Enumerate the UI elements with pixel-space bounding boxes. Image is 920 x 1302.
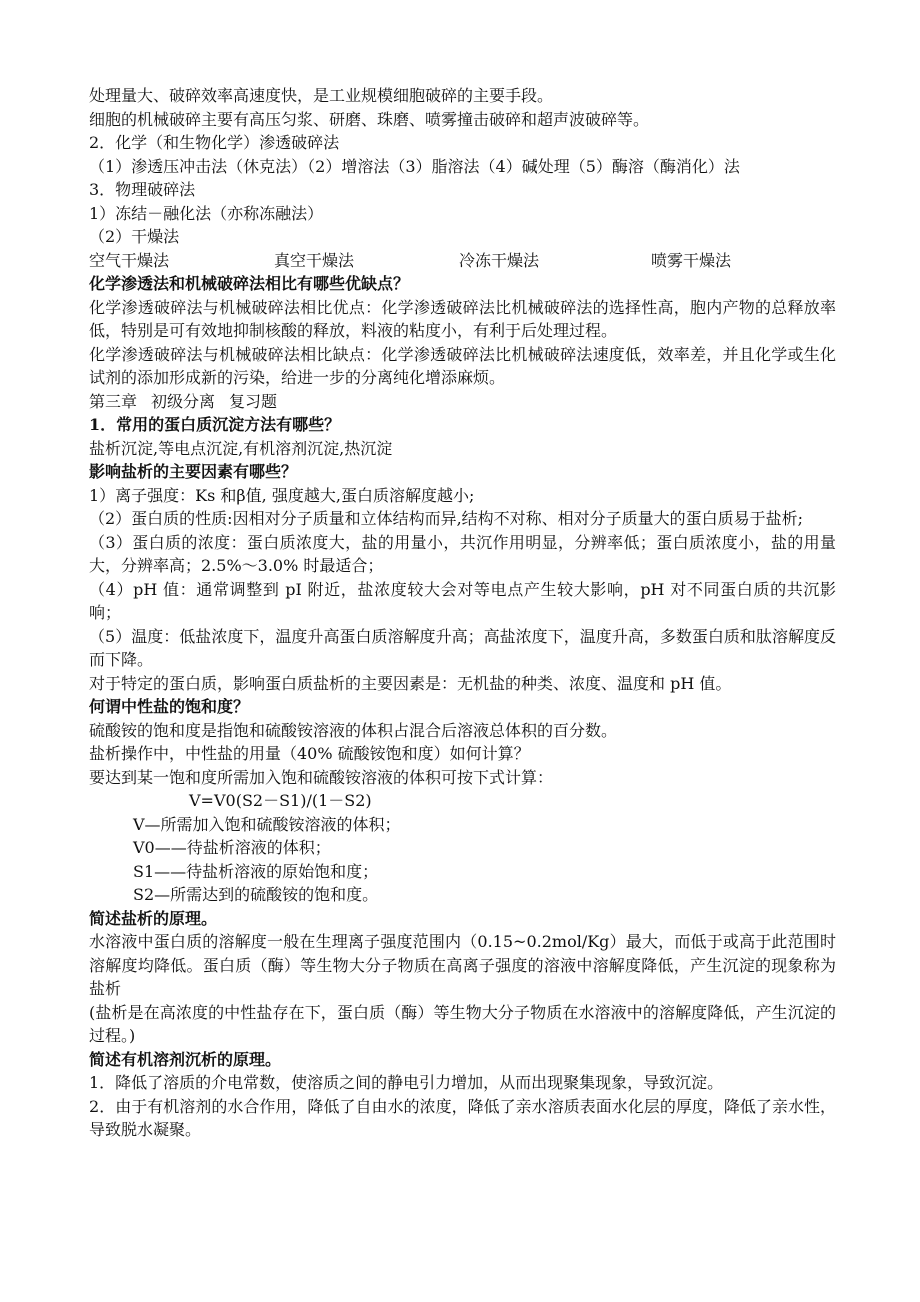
text-line: 1）冻结－融化法（亦称冻融法） [89,203,324,223]
question-heading: 1．常用的蛋白质沉淀方法有哪些？ [89,415,341,434]
text-line: （1）渗透压冲击法（休克法）（2）增溶法（3）脂溶法（4）碱处理（5）酶溶（酶消化）法 [89,156,740,176]
formula-legend: V0——待盐析溶液的体积； [133,838,331,857]
text-line: （2）干燥法 [89,227,180,246]
section-heading: 3．物理破碎法 [89,180,196,199]
text-line: 细胞的机械破碎主要有高压匀浆、研磨、珠磨、喷雾撞击破碎和超声波破碎等。 [89,109,650,129]
text-line: 盐析沉淀,等电点沉淀,有机溶剂沉淀,热沉淀 [89,438,393,458]
text-line: 盐析操作中，中性盐的用量（40% 硫酸铵饱和度）如何计算？ [89,744,530,763]
question-heading: 简述盐析的原理。 [89,908,218,928]
dry-method: 真空干燥法 [274,250,355,270]
question-heading: 影响盐析的主要因素有哪些？ [89,462,298,481]
question-heading: 化学渗透法和机械破碎法相比有哪些优缺点？ [89,274,410,293]
dry-method: 喷雾干燥法 [651,250,732,270]
formula-legend: S1——待盐析溶液的原始饱和度； [133,861,379,881]
question-heading: 何谓中性盐的饱和度？ [89,697,250,716]
dry-methods-row [89,249,836,273]
text-line: 要达到某一饱和度所需加入饱和硫酸铵溶液的体积可按下式计算： [89,767,554,787]
paragraph: （3）蛋白质的浓度：蛋白质浓度大，盐的用量小，共沉作用明显，分辨率低；蛋白质浓度小，盐的用量大，分辨率高；2.5%～3.0% 时最适合； [89,532,836,575]
paragraph: 化学渗透破碎法与机械破碎法相比优点：化学渗透破碎法比机械破碎法的选择性高，胞内产物的总释放率低，特别是可有效地抑制核酸的释放，料液的粘度小，有利于后处理过程。 [89,297,836,340]
text-line: 硫酸铵的饱和度是指饱和硫酸铵溶液的体积占混合后溶液总体积的百分数。 [89,720,618,740]
text-line: 1）离子强度：Ks 和β值, 强度越大,蛋白质溶解度越小; [89,485,475,505]
paragraph: 化学渗透破碎法与机械破碎法相比缺点：化学渗透破碎法比机械破碎法速度低，效率差，并且化学或生化试剂的添加形成新的污染，给进一步的分离纯化增添麻烦。 [89,344,836,387]
formula-legend: V—所需加入饱和硫酸铵溶液的体积； [133,814,401,834]
paragraph: 水溶液中蛋白质的溶解度一般在生理离子强度范围内（0.15~0.2mol/Kg）最大，而低于或高于此范围时溶解度均降低。蛋白质（酶）等生物大分子物质在高离子强度的溶液中溶解度降低，产生沉淀的现象称为盐析 [89,932,836,998]
dry-method: 冷冻干燥法 [459,250,540,270]
question-heading: 简述有机溶剂沉析的原理。 [89,1049,282,1069]
chapter-subtitle: 复习题 [229,391,278,411]
paragraph: （4）pH 值：通常调整到 pI 附近，盐浓度较大会对等电点产生较大影响，pH 对不同蛋白质的共沉影响； [89,579,836,622]
chapter-name: 初级分离 [151,391,216,411]
section-heading: 2．化学（和生物化学）渗透破碎法 [89,133,340,152]
dry-method: 空气干燥法 [89,250,170,270]
paragraph: 2．由于有机溶剂的水合作用，降低了自由水的浓度，降低了亲水溶质表面水化层的厚度，降低了亲水性，导致脱水凝聚。 [89,1096,836,1139]
paragraph: （2）蛋白质的性质:因相对分子质量和立体结构而异,结构不对称、相对分子质量大的蛋白质易于盐析; [89,509,804,528]
chapter-number: 第三章 [89,391,138,411]
formula: V=V0(S2－S1)/(1－S2) [189,791,372,810]
text-line: 1．降低了溶质的介电常数，使溶质之间的静电引力增加，从而出现聚集现象，导致沉淀。 [89,1073,724,1092]
text-line: 处理量大、破碎效率高速度快，是工业规模细胞破碎的主要手段。 [89,86,554,105]
chapter-title [89,390,836,414]
formula-legend: S2—所需达到的硫酸铵的饱和度。 [133,885,379,904]
text-line: 对于特定的蛋白质，影响蛋白质盐析的主要因素是：无机盐的种类、浓度、温度和 pH 值。 [89,673,732,693]
paragraph: （5）温度：低盐浓度下，温度升高蛋白质溶解度升高；高盐浓度下，温度升高，多数蛋白质和肽溶解度反而下降。 [89,626,836,669]
paragraph: (盐析是在高浓度的中性盐存在下，蛋白质（酶）等生物大分子物质在水溶液中的溶解度降低，产生沉淀的过程。) [89,1002,836,1045]
